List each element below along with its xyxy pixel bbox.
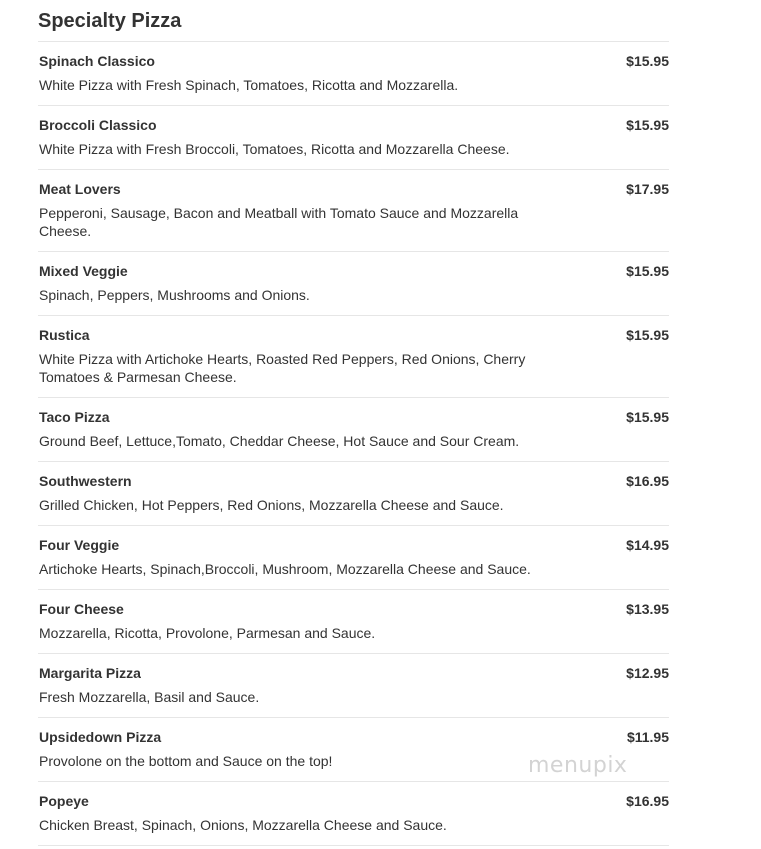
item-description: White Pizza with Fresh Spinach, Tomatoes, Ricotta and Mozzarella. — [39, 77, 459, 93]
item-description: Spinach, Peppers, Mushrooms and Onions. — [39, 287, 310, 303]
item-price: $16.95 — [626, 473, 669, 489]
item-price: $15.95 — [626, 117, 669, 133]
menu-item-popeye[interactable] — [38, 782, 669, 846]
item-name: Spinach Classico — [39, 53, 155, 69]
item-name: Broccoli Classico — [39, 117, 157, 133]
item-description: Provolone on the bottom and Sauce on the top! — [39, 753, 333, 769]
item-name: Four Veggie — [39, 537, 120, 553]
menu-item-taco-pizza[interactable] — [38, 398, 669, 462]
item-price: $12.95 — [626, 665, 669, 681]
menu-item-spinach-classico[interactable] — [38, 42, 669, 106]
watermark-logo: menupix — [528, 753, 628, 778]
item-name: Margarita Pizza — [39, 665, 141, 681]
item-name: Popeye — [39, 793, 89, 809]
menu-item-rustica[interactable] — [38, 316, 669, 398]
item-price: $11.95 — [626, 729, 669, 745]
item-description: Mozzarella, Ricotta, Provolone, Parmesan and Sauce. — [39, 625, 376, 641]
menu-item-meat-lovers[interactable] — [38, 170, 669, 252]
item-description: Chicken Breast, Spinach, Onions, Mozzarella Cheese and Sauce. — [39, 817, 447, 833]
item-name: Southwestern — [39, 473, 132, 489]
item-price: $15.95 — [626, 53, 669, 69]
item-price: $14.95 — [626, 537, 669, 553]
item-description: Pepperoni, Sausage, Bacon and Meatball with Tomato Sauce and Mozzarella Cheese. — [39, 205, 519, 239]
item-price: $15.95 — [626, 327, 669, 343]
menu-item-southwestern[interactable] — [38, 462, 669, 526]
menu-item-broccoli-classico[interactable] — [38, 106, 669, 170]
item-description: Grilled Chicken, Hot Peppers, Red Onions, Mozzarella Cheese and Sauce. — [39, 497, 504, 513]
item-description: White Pizza with Artichoke Hearts, Roasted Red Peppers, Red Onions, Cherry Tomatoes & Parmesan Cheese. — [39, 351, 526, 385]
item-price: $16.95 — [626, 793, 669, 809]
item-name: Meat Lovers — [39, 181, 121, 197]
menu-section — [38, 0, 669, 846]
item-description: Artichoke Hearts, Spinach,Broccoli, Mushroom, Mozzarella Cheese and Sauce. — [39, 561, 531, 577]
menu-item-four-cheese[interactable] — [38, 590, 669, 654]
item-price: $15.95 — [626, 409, 669, 425]
item-price: $13.95 — [626, 601, 669, 617]
item-name: Upsidedown Pizza — [39, 729, 162, 745]
item-name: Mixed Veggie — [39, 263, 128, 279]
item-description: Fresh Mozzarella, Basil and Sauce. — [39, 689, 260, 705]
menu-item-margarita-pizza[interactable] — [38, 654, 669, 718]
section-title: Specialty Pizza — [38, 0, 669, 42]
item-price: $15.95 — [626, 263, 669, 279]
item-description: Ground Beef, Lettuce,Tomato, Cheddar Cheese, Hot Sauce and Sour Cream. — [39, 433, 520, 449]
menu-item-four-veggie[interactable] — [38, 526, 669, 590]
item-price: $17.95 — [626, 181, 669, 197]
item-description: White Pizza with Fresh Broccoli, Tomatoes, Ricotta and Mozzarella Cheese. — [39, 141, 510, 157]
menu-list — [38, 42, 669, 846]
item-name: Rustica — [39, 327, 90, 343]
menu-item-mixed-veggie[interactable] — [38, 252, 669, 316]
item-name: Taco Pizza — [39, 409, 110, 425]
item-name: Four Cheese — [39, 601, 124, 617]
